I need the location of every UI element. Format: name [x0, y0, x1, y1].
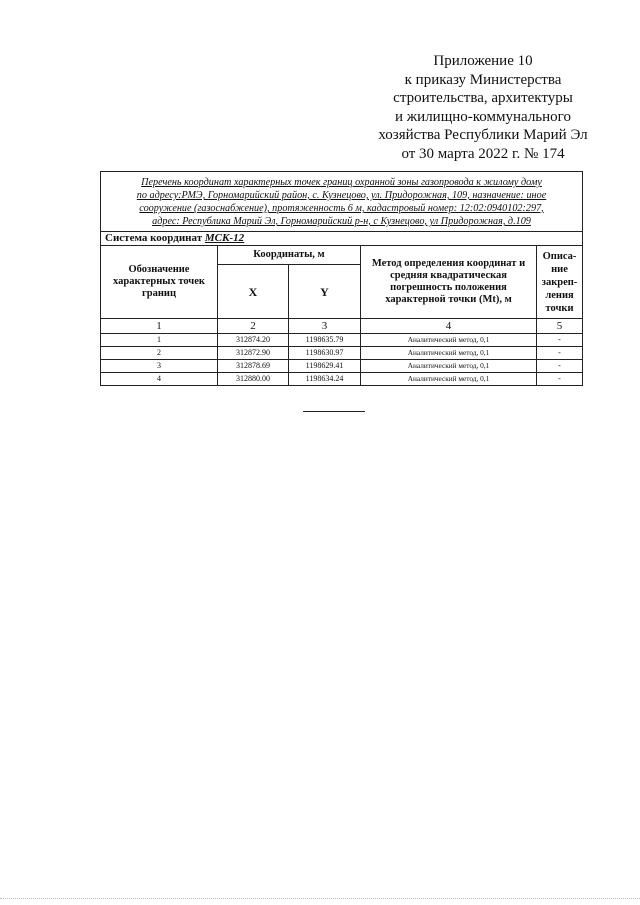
- appendix-line: от 30 марта 2022 г. № 174: [401, 145, 565, 162]
- header-x: X: [218, 265, 289, 319]
- x-cell: 312874.20: [218, 334, 289, 347]
- y-cell: 1198635.79: [289, 334, 361, 347]
- table-row: [101, 360, 583, 373]
- footer-scan-line: [0, 898, 640, 900]
- y-cell: 1198630.97: [289, 347, 361, 360]
- y-cell: 1198634.24: [289, 373, 361, 386]
- method-cell: Аналитический метод, 0,1: [361, 334, 537, 347]
- fixing-cell: -: [537, 373, 583, 386]
- y-cell: 1198629.41: [289, 360, 361, 373]
- header-coordinates: Координаты, м: [218, 246, 361, 265]
- column-number: 2: [218, 319, 289, 334]
- description-line: по адресу:РМЭ, Горномарийский район, с. Кузнецово, ул. Придорожная, 109, назначение: иное: [136, 190, 547, 201]
- coordinate-system-label: Система координат: [105, 232, 203, 244]
- method-cell: Аналитический метод, 0,1: [361, 360, 537, 373]
- point-cell: 1: [101, 334, 218, 347]
- method-cell: Аналитический метод, 0,1: [361, 347, 537, 360]
- coordinates-table-wrapper: [100, 171, 582, 386]
- x-cell: 312872.90: [218, 347, 289, 360]
- x-cell: 312878.69: [218, 360, 289, 373]
- coordinate-system-cell: [101, 232, 583, 246]
- table-row: [101, 334, 583, 347]
- header-row-1: [101, 246, 583, 265]
- appendix-line: к приказу Министерства: [404, 71, 562, 88]
- appendix-header: [368, 52, 598, 163]
- description-line: сооружение (газоснабжение), протяженность 6 м, кадастровый номер: 12:02:0940102:297,: [139, 203, 544, 214]
- header-y: Y: [289, 265, 361, 319]
- column-number: 3: [289, 319, 361, 334]
- point-cell: 4: [101, 373, 218, 386]
- column-numbers-row: [101, 319, 583, 334]
- appendix-line: Приложение 10: [433, 53, 533, 69]
- table-description-row: [101, 172, 583, 232]
- header-method: Метод определения координат и средняя квадратическая погрешность положения характерной точки (Mt), м: [361, 246, 537, 319]
- fixing-cell: -: [537, 360, 583, 373]
- point-cell: 2: [101, 347, 218, 360]
- x-cell: 312880.00: [218, 373, 289, 386]
- table-row: [101, 347, 583, 360]
- header-point-name: Обозначение характерных точек границ: [101, 246, 218, 319]
- coordinates-table: [100, 171, 583, 386]
- appendix-line: строительства, архитектуры: [393, 90, 573, 106]
- fixing-cell: -: [537, 347, 583, 360]
- point-cell: 3: [101, 360, 218, 373]
- appendix-line: хозяйства Республики Марий Эл: [378, 127, 588, 143]
- method-cell: Аналитический метод, 0,1: [361, 373, 537, 386]
- appendix-line: и жилищно-коммунального: [395, 108, 571, 125]
- closing-rule: [303, 411, 365, 412]
- column-number: 1: [101, 319, 218, 334]
- table-row: [101, 373, 583, 386]
- table-description: [101, 172, 583, 232]
- fixing-cell: -: [537, 334, 583, 347]
- header-fixing: Описа-ние закреп-ления точки: [537, 246, 583, 319]
- coordinate-system-row: [101, 232, 583, 246]
- column-number: 4: [361, 319, 537, 334]
- coordinate-system-value: МСК-12: [204, 232, 245, 244]
- description-line: Перечень координат характерных точек границ охранной зоны газопровода к жилому дому: [141, 177, 542, 188]
- description-line: адрес: Республика Марий Эл, Горномарийский р-н, с Кузнецово, ул Придорожная, д.109: [152, 216, 531, 227]
- column-number: 5: [537, 319, 583, 334]
